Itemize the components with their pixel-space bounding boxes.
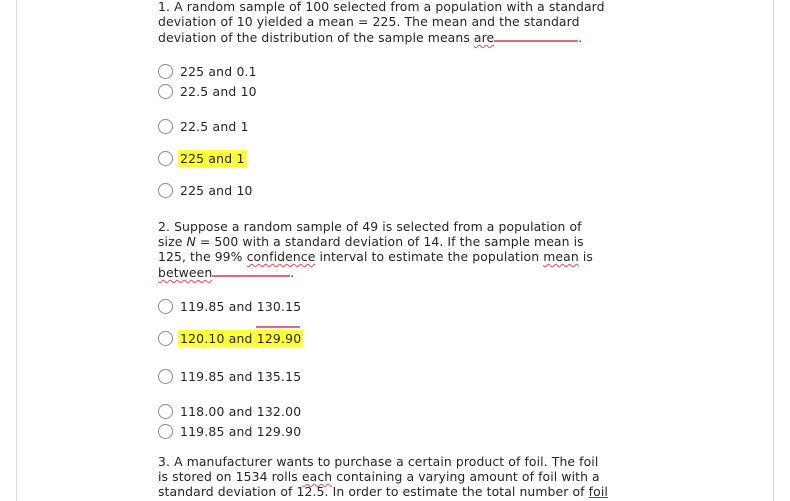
- page-edge-left: [16, 0, 17, 501]
- question-number: 1.: [158, 0, 171, 14]
- q1-option-1[interactable]: 225 and 0.1: [158, 62, 259, 80]
- q2-option-3[interactable]: 119.85 and 135.15: [158, 367, 303, 385]
- q2-option-4[interactable]: 118.00 and 132.00: [158, 402, 303, 420]
- q1-option-5[interactable]: 225 and 10: [158, 181, 255, 199]
- question-3-text: 3. A manufacturer wants to purchase a certain product of foil. The foil is stored on 1534 rolls each containing a varying amount of foil with a standard deviation of 12.5. In order to estimate the total number of foil: [158, 454, 608, 499]
- radio-button[interactable]: [158, 151, 173, 166]
- answer-blank: [494, 29, 578, 42]
- radio-button[interactable]: [158, 331, 173, 346]
- q2-option-2[interactable]: [158, 329, 303, 347]
- q1-option-4[interactable]: [158, 149, 247, 167]
- page-edge-right: [773, 0, 774, 501]
- q2-option-5[interactable]: 119.85 and 129.90: [158, 422, 303, 440]
- q1-option-3[interactable]: 22.5 and 1: [158, 117, 251, 135]
- question-1-text: 1. A random sample of 100 selected from a population with a standard deviation of 10 yielded a mean = 225. The mean and the standard deviation of the distribution of the sample means are .: [158, 0, 605, 45]
- question-number: 2.: [158, 219, 171, 234]
- radio-button[interactable]: [158, 119, 173, 134]
- q2-option-1[interactable]: 119.85 and 130.15: [158, 297, 303, 315]
- radio-button[interactable]: [158, 64, 173, 79]
- radio-button[interactable]: [158, 424, 173, 439]
- radio-button[interactable]: [158, 369, 173, 384]
- question-number: 3.: [158, 454, 171, 469]
- highlighted-answer: 120.10 and 129.90: [180, 330, 302, 346]
- radio-button[interactable]: [158, 84, 173, 99]
- red-marker: [256, 326, 300, 328]
- q1-option-2[interactable]: 22.5 and 10: [158, 82, 259, 100]
- radio-button[interactable]: [158, 404, 173, 419]
- highlighted-answer: 225 and 1: [180, 150, 245, 166]
- answer-blank: [212, 264, 290, 277]
- radio-button[interactable]: [158, 183, 173, 198]
- radio-button[interactable]: [158, 299, 173, 314]
- question-2-text: 2. Suppose a random sample of 49 is selected from a population of size N = 500 with a standard deviation of 14. If the sample mean is 125, the 99% confidence interval to estimate the population mean is between .: [158, 219, 593, 280]
